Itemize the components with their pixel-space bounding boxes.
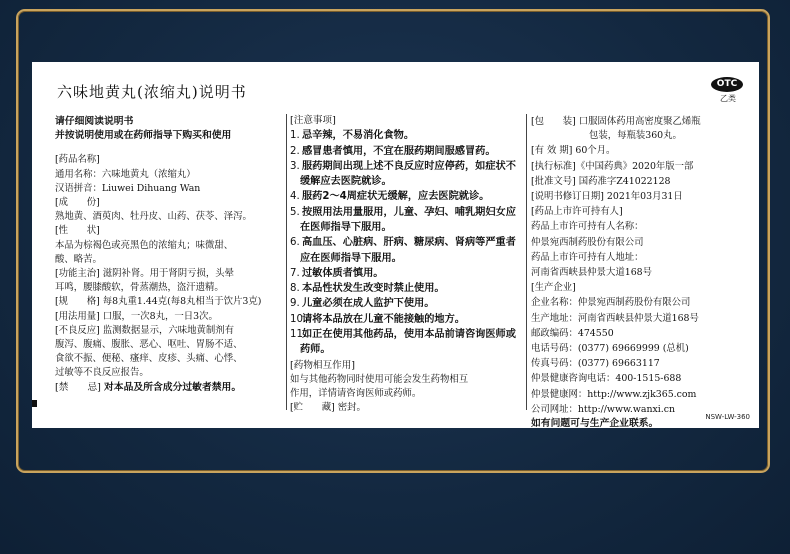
precaution-item (290, 189, 522, 204)
info-line: 企业名称：仲景宛西制药股份有限公司 (531, 297, 691, 309)
info-line: 通用名称：六味地黄丸（浓缩丸） (55, 168, 196, 180)
precautions-list (290, 128, 522, 357)
otc-label: OTC (711, 77, 743, 92)
precaution-number: 5. (290, 206, 300, 218)
info-line: 仲景健康网：http://www.zjk365.com (531, 388, 697, 400)
info-line: [药品上市许可持有人] (531, 206, 623, 218)
precaution-text: 过敏体质者慎用。 (302, 267, 384, 279)
precaution-item (290, 266, 522, 281)
precaution-text: 服药期间出现上述不良反应时应停药，如症状不缓解应去医院就诊。 (300, 160, 516, 188)
precautions-head: [注意事项] (290, 115, 336, 126)
info-line: 过敏等不良反应报告。 (55, 367, 149, 379)
column-right (531, 115, 755, 431)
info-line: [生产企业] (531, 282, 576, 294)
info-line: [不良反应] 监测数据显示，六味地黄制剂有 (55, 324, 235, 336)
precaution-item (290, 281, 522, 296)
precaution-number: 6. (290, 237, 300, 249)
info-line: 河南省西峡县仲景大道168号 (531, 267, 653, 279)
contraindication (55, 381, 287, 395)
column-divider (526, 114, 527, 410)
interaction-text: 作用，详情请咨询医师或药师。 (290, 388, 422, 400)
column-left (55, 115, 287, 395)
precaution-item (290, 205, 522, 236)
drug-info-list (55, 153, 287, 380)
otc-class: 乙类 (720, 94, 736, 103)
info-line: 传真号码：(0377) 69663117 (531, 358, 660, 370)
info-line: 腹泻、腹痛、腹胀、恶心、呕吐、胃肠不适、 (55, 339, 243, 351)
column-divider (286, 114, 287, 410)
info-line: 耳鸣，腰膝酸软，骨蒸潮热，盗汗遗精。 (55, 282, 224, 294)
package-line: 包装，每瓶装360丸。 (589, 130, 682, 142)
info-line: [性 状] (55, 225, 100, 237)
storage: [贮 藏] 密封。 (290, 402, 366, 414)
precaution-item (290, 144, 522, 159)
precaution-text: 如正在使用其他药品，使用本品前请咨询医师或药师。 (300, 329, 516, 356)
info-line: 药品上市许可持有人名称： (531, 221, 644, 233)
info-line: 公司网址：http://www.wanxi.cn (531, 403, 676, 415)
precaution-item (290, 312, 522, 327)
info-line: 本品为棕褐色或亮黑色的浓缩丸；味微甜、 (55, 239, 234, 251)
info-line: [有 效 期] 60个月。 (531, 145, 616, 157)
info-line: 仲景健康咨询电话：400-1515-688 (531, 373, 682, 385)
contraindication-head: [禁 忌] (55, 381, 101, 393)
info-line: [批准文号] 国药准字Z41022128 (531, 175, 671, 187)
info-line: 仲景宛西制药股份有限公司 (531, 236, 644, 248)
leaflet-title: 六味地黄丸(浓缩丸)说明书 (57, 83, 247, 101)
precaution-number: 4. (290, 191, 300, 203)
precaution-text: 高血压、心脏病、肝病、糖尿病、肾病等严重者应在医师指导下服用。 (300, 237, 516, 264)
precaution-text: 感冒患者慎用，不宜在服药期间服感冒药。 (302, 145, 496, 157)
precaution-number: 2. (290, 145, 300, 157)
precaution-number: 11. (290, 329, 307, 341)
interaction-text: 如与其他药物同时使用可能会发生药物相互 (290, 373, 469, 385)
precaution-number: 9. (290, 298, 300, 310)
precaution-text: 服药2～4周症状无缓解，应去医院就诊。 (302, 191, 490, 203)
precaution-item (290, 128, 522, 143)
info-line: [用法用量] 口服，一次8丸，一日3次。 (55, 310, 218, 322)
precaution-item (290, 235, 522, 266)
info-line: [成 份] (55, 197, 100, 209)
precaution-text: 请将本品放在儿童不能接触的地方。 (302, 313, 465, 325)
info-line: 生产地址：河南省西峡县仲景大道168号 (531, 312, 699, 324)
info-line: [药品名称] (55, 154, 100, 166)
leaflet-code: NSW-LW-360 (705, 413, 750, 421)
precaution-text: 儿童必须在成人监护下使用。 (302, 298, 435, 310)
info-line: 邮政编码：474550 (531, 327, 614, 339)
otc-badge (711, 77, 745, 104)
precaution-item (290, 159, 522, 190)
info-line: 汉语拼音：Liuwei Dihuang Wan (55, 182, 201, 194)
info-line: [说明书修订日期] 2021年03月31日 (531, 191, 683, 203)
info-line: 食欲不振、便秘、瘙痒、皮疹、头痛、心悸、 (55, 353, 243, 365)
registration-mark (32, 400, 37, 407)
precaution-number: 8. (290, 283, 300, 295)
precaution-item (290, 296, 522, 311)
interaction-head: [药物相互作用] (290, 359, 356, 371)
precaution-number: 3. (290, 160, 300, 172)
manufacturer-info-list (531, 143, 755, 417)
info-line: [规 格] 每8丸重1.44克(每8丸相当于饮片3克) (55, 296, 262, 308)
precaution-text: 忌辛辣，不易消化食物。 (302, 130, 415, 142)
info-line: 熟地黄、酒萸肉、牡丹皮、山药、茯苓、泽泻。 (55, 211, 252, 223)
precaution-number: 10. (290, 313, 307, 325)
info-line: 酸、略苦。 (55, 253, 102, 265)
precaution-number: 1. (290, 130, 300, 142)
precaution-text: 按照用法用量服用，儿童、孕妇、哺乳期妇女应在医师指导下服用。 (300, 206, 516, 233)
info-line: 电话号码：(0377) 69669999 (总机) (531, 343, 689, 355)
precaution-item (290, 327, 522, 358)
warning-line-2: 并按说明使用或在药师指导下购买和使用 (55, 130, 232, 142)
info-line: 药品上市许可持有人地址： (531, 251, 644, 263)
info-line: [执行标准]《中国药典》2020年版一部 (531, 160, 694, 172)
precaution-number: 7. (290, 267, 300, 279)
warning-line-1: 请仔细阅读说明书 (55, 116, 134, 127)
info-line: [功能主治] 滋阴补肾。用于肾阴亏损，头晕 (55, 268, 235, 280)
column-middle (290, 114, 522, 415)
leaflet (32, 62, 759, 428)
contact-note: 如有问题可与生产企业联系。 (531, 418, 659, 430)
precaution-text: 本品性状发生改变时禁止使用。 (302, 283, 445, 295)
contraindication-text: 对本品及所含成分过敏者禁用。 (104, 381, 242, 393)
package-line: [包 装] 口服固体药用高密度聚乙烯瓶 (531, 116, 701, 127)
